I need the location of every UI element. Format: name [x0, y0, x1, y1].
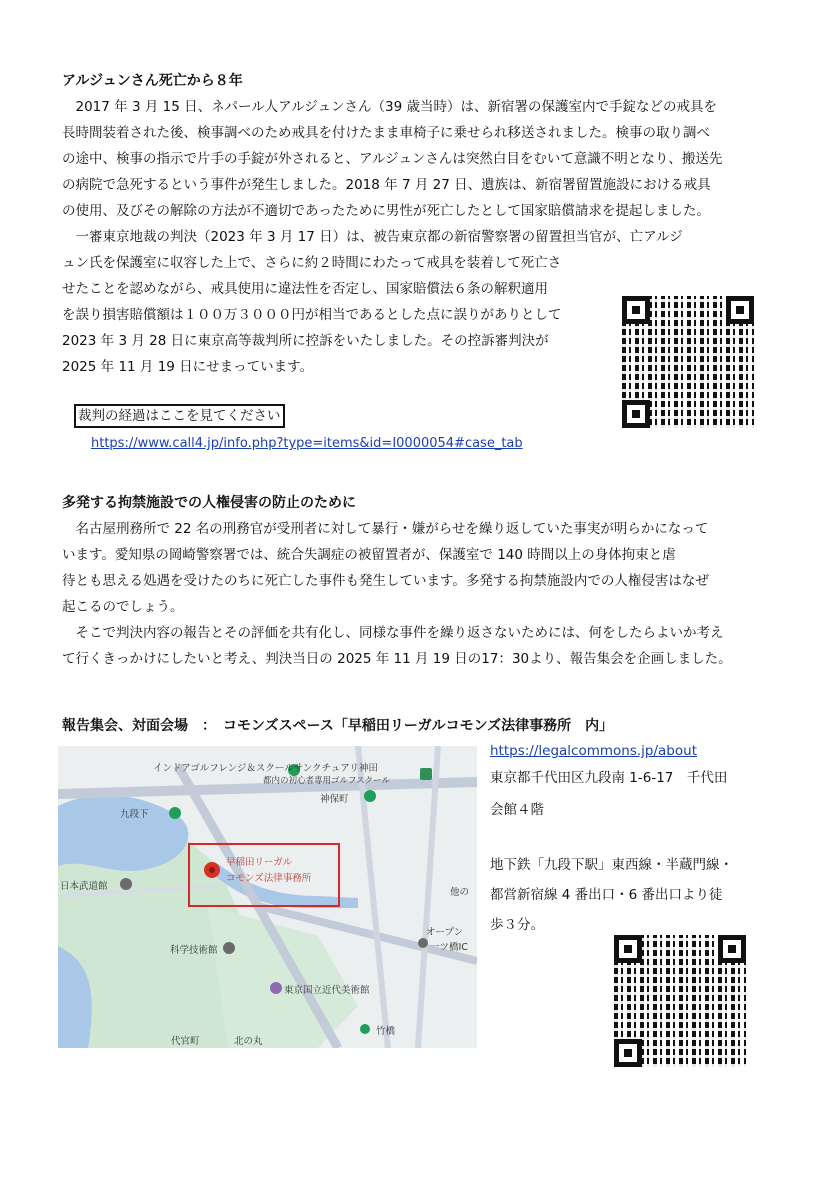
section-title-venue: 報告集会、対面会場 ： コモンズスペース「早稲田リーガルコモンズ法律事務所 内」 — [62, 718, 614, 734]
section-title-arjun: アルジュンさん死亡から８年 — [62, 73, 243, 89]
qr-code-trial — [622, 296, 754, 428]
text-line: 待とも思える処遇を受けたのちに死亡した事件も発生しています。多発する拘禁施設内での人権侵害はなぜ — [62, 573, 709, 589]
text-line: 2023 年 3 月 28 日に東京高等裁判所に控訴をいたしました。その控訴審判決が — [62, 333, 549, 349]
map-label: 北の丸 — [234, 1036, 263, 1047]
map-label: 神保町 — [320, 794, 349, 805]
station-icon — [364, 790, 376, 802]
map-label: コモンズ法律事務所 — [226, 873, 312, 884]
text-line: の病院で急死するという事件が発生しました。2018 年 7 月 27 日、遺族は、新宿署留置施設における戒具 — [62, 177, 711, 193]
qr-finder — [718, 935, 746, 963]
map-label: 一ツ橋IC — [430, 942, 468, 953]
qr-finder — [614, 935, 642, 963]
text-line: ュン氏を保護室に収容した上で、さらに約２時間にわたって戒具を装着して死亡さ — [62, 255, 562, 271]
map-label: 東京国立近代美術館 — [284, 985, 370, 996]
qr-finder — [622, 400, 650, 428]
text-line: て行くきっかけにしたいと考え、判決当日の 2025 年 11 月 19 日の17：30より、報告集会を企画しました。 — [62, 651, 732, 667]
map-label: インドアゴルフレンジ＆スクールサンクチュアリ神田 — [153, 763, 378, 774]
text-line: の使用、及びその解除の方法が不適切であったために男性が死亡したとして国家賠償請求を提起しました。 — [62, 203, 710, 219]
text-line: 長時間装着された後、検事調べのため戒具を付けたまま車椅子に乗せられ移送されました。検事の取り調べ — [62, 125, 710, 141]
venue-access-line: 地下鉄「九段下駅」東西線・半蔵門線・ — [490, 857, 733, 873]
text-line: 2025 年 11 月 19 日にせまっています。 — [62, 359, 314, 375]
map-label: 都内の初心者専用ゴルフスクール — [263, 776, 390, 786]
station-icon — [169, 807, 181, 819]
map-graphic — [58, 746, 477, 1048]
section-title-rights: 多発する拘禁施設での人権侵害の防止のために — [62, 495, 356, 511]
trial-link-label[interactable]: 裁判の経過はここを見てください — [74, 404, 285, 428]
map-label: 科学技術館 — [170, 945, 218, 956]
landmark-icon — [418, 938, 428, 948]
qr-code-venue — [614, 935, 746, 1067]
text-line: そこで判決内容の報告とその評価を共有化し、同様な事件を繰り返さないためには、何をしたらよいか考え — [62, 625, 724, 641]
qr-finder — [726, 296, 754, 324]
text-line: せたことを認めながら、戒具使用に違法性を否定し、国家賠償法６条の解釈適用 — [62, 281, 548, 297]
text-line: の途中、検事の指示で片手の手錠が外されると、アルジュンさんは突然白目をむいて意識不明となり、搬送先 — [62, 151, 723, 167]
station-icon — [360, 1024, 370, 1034]
venue-access-line: 都営新宿線 4 番出口・6 番出口より徒 — [490, 887, 723, 903]
text-line: 名古屋刑務所で 22 名の刑務官が受刑者に対して暴行・嫌がらせを繰り返していた事実が明らかになって — [62, 521, 709, 537]
text-line: を誤り損害賠償額は１００万３０００円が相当であるとした点に誤りがありとして — [62, 307, 562, 323]
landmark-icon — [223, 942, 235, 954]
text-line: います。愛知県の岡崎警察署では、統合失調症の被留置者が、保護室で 140 時間以上の身体拘束と虐 — [62, 547, 676, 563]
text-line: 起こるのでしょう。 — [62, 599, 184, 615]
map-label: オープン — [426, 927, 464, 938]
museum-icon — [270, 982, 282, 994]
venue-url-link[interactable]: https://legalcommons.jp/about — [490, 743, 697, 759]
text-line: 2017 年 3 月 15 日、ネパール人アルジュンさん（39 歳当時）は、新宿署の保護室内で手錠などの戒具を — [62, 99, 717, 115]
map-label: 代官町 — [171, 1036, 200, 1047]
venue-map[interactable] — [58, 746, 477, 1048]
map-label: 九段下 — [120, 809, 149, 820]
text-line: 一審東京地裁の判決（2023 年 3 月 17 日）は、被告東京都の新宿警察署の留置担当官が、亡アルジ — [62, 229, 683, 245]
venue-access-line: 歩３分。 — [490, 917, 544, 933]
map-label: 早稲田リーガル — [226, 857, 293, 868]
map-label: 他の — [450, 887, 470, 898]
venue-address-line: 東京都千代田区九段南 1-6-17 千代田 — [490, 770, 728, 786]
map-label: 竹橋 — [376, 1026, 396, 1037]
golf-icon — [420, 768, 432, 780]
trial-url-link[interactable]: https://www.call4.jp/info.php?type=items&id=I0000054#case_tab — [91, 436, 523, 451]
qr-finder — [622, 296, 650, 324]
qr-finder — [614, 1039, 642, 1067]
landmark-icon — [120, 878, 132, 890]
venue-address-line: 会館４階 — [490, 802, 544, 818]
map-label: 日本武道館 — [60, 881, 108, 892]
